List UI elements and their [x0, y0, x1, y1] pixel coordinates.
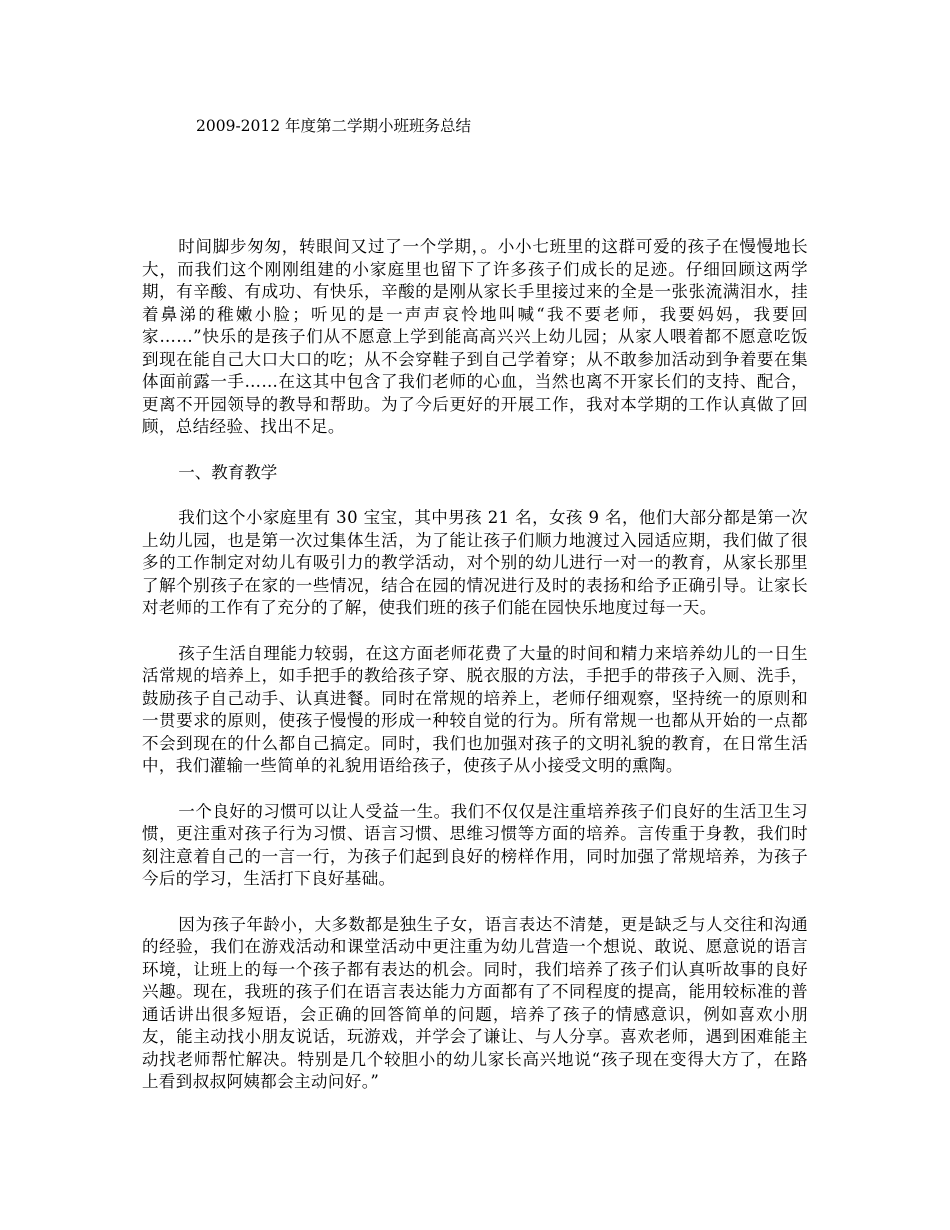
paragraph-language: 因为孩子年龄小，大多数都是独生子女，语言表达不清楚，更是缺乏与人交往和沟通的经验，我们在游戏活动和课堂活动中更注重为幼儿营造一个想说、敢说、愿意说的语言环境，让班上的每一个孩子都有表达的机会。同时，我们培养了孩子们认真听故事的良好兴趣。现在，我班的孩子们在语言表达能力方面都有了不同程度的提高，能用较标准的普通话讲出很多短语，会正确的回答简单的问题，培养了孩子的情感意识，例如喜欢小朋友，能主动找小朋友说话，玩游戏，并学会了谦让、与人分享。喜欢老师，遇到困难能主动找老师帮忙解决。特别是几个较胆小的幼儿家长高兴地说“孩子现在变得大方了，在路上看到叔叔阿姨都会主动问好。” [142, 914, 808, 1091]
paragraph-good-habits: 一个良好的习惯可以让人受益一生。我们不仅仅是注重培养孩子们良好的生活卫生习惯，更注重对孩子行为习惯、语言习惯、思维习惯等方面的培养。言传重于身教，我们时刻注意着自己的一言一行，为孩子们起到良好的榜样作用，同时加强了常规培养，为孩子今后的学习，生活打下良好基础。 [142, 801, 808, 888]
document-body [142, 236, 808, 1117]
document-title: 2009-2012 年度第二学期小班班务总结 [196, 117, 472, 135]
intro-paragraph: 时间脚步匆匆，转眼间又过了一个学期，。小小七班里的这群可爱的孩子在慢慢地长大，而我们这个刚刚组建的小家庭里也留下了许多孩子们成长的足迹。仔细回顾这两学期，有辛酸、有成功、有快乐，辛酸的是刚从家长手里接过来的全是一张张流满泪水，挂着鼻涕的稚嫩小脸；听见的是一声声哀怜地叫喊“我不要老师，我要妈妈，我要回家……”快乐的是孩子们从不愿意上学到能高高兴兴上幼儿园；从家人喂着都不愿意吃饭到现在能自己大口大口的吃；从不会穿鞋子到自己学着穿；从不敢参加活动到争着要在集体面前露一手……在这其中包含了我们老师的心血，当然也离不开家长们的支持、配合，更离不开园领导的教导和帮助。为了今后更好的开展工作，我对本学期的工作认真做了回顾，总结经验、找出不足。 [142, 237, 808, 436]
paragraph-class-overview: 我们这个小家庭里有 30 宝宝，其中男孩 21 名，女孩 9 名，他们大部分都是第一次上幼儿园，也是第一次过集体生活，为了能让孩子们顺力地渡过入园适应期，我们做了很多的工作制定对幼儿有吸引力的教学活动，对个别的幼儿进行一对一的教育，从家长那里了解个别孩子在家的一些情况，结合在园的情况进行及时的表扬和给予正确引导。让家长对老师的工作有了充分的了解，使我们班的孩子们能在园快乐地度过每一天。 [142, 508, 808, 617]
section-heading: 一、教育教学 [178, 462, 278, 482]
paragraph-self-care: 孩子生活自理能力较弱，在这方面老师花费了大量的时间和精力来培养幼儿的一日生活常规的培养上，如手把手的教给孩子穿、脱衣服的方法，手把手的带孩子入厕、洗手，鼓励孩子自己动手、认真进餐。同时在常规的培养上，老师仔细观察，坚持统一的原则和一贯要求的原则，使孩子慢慢的形成一种较自觉的行为。所有常规一也都从开始的一点都不会到现在的什么都自己搞定。同时，我们也加强对孩子的文明礼貌的教育，在日常生活中，我们灌输一些简单的礼貌用语给孩子，使孩子从小接受文明的熏陶。 [142, 643, 808, 775]
